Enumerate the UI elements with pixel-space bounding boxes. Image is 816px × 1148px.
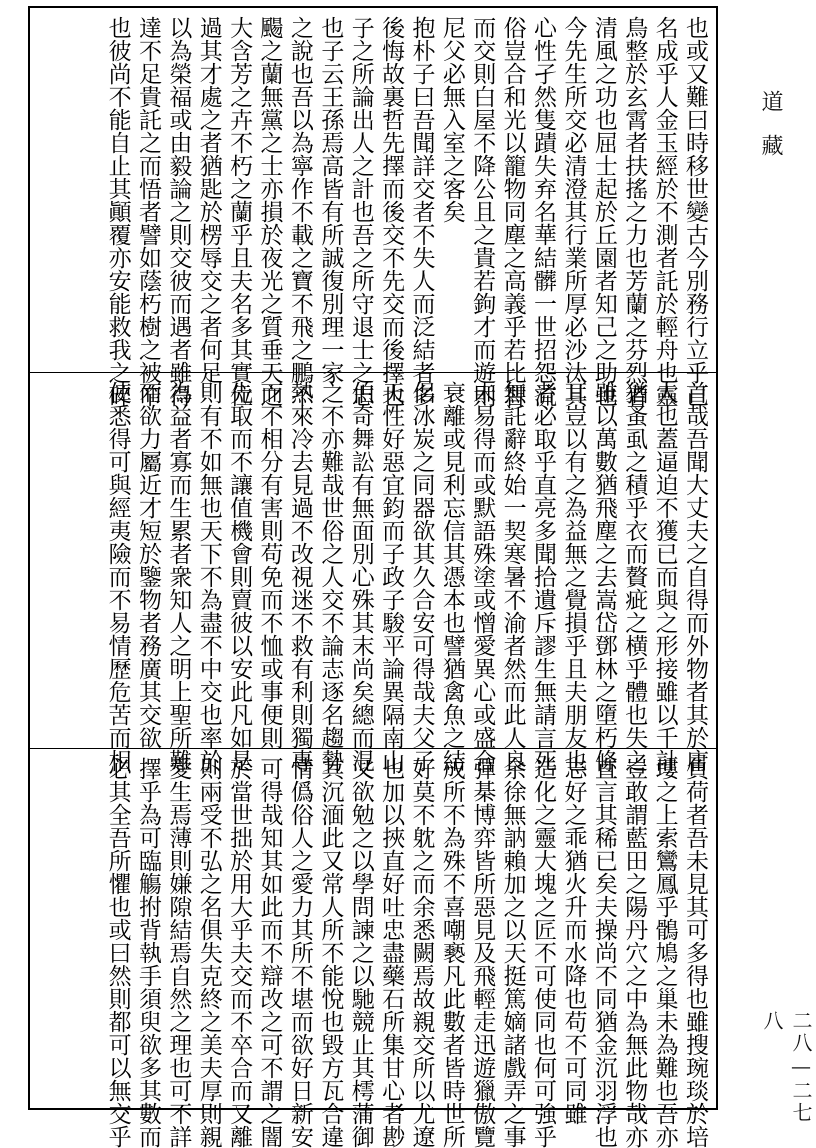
text-column: 衰離或見利忘信其憑本也譬猶禽魚之結 [438,381,465,772]
text-column: 颺之蘭無黨之士亦損於夜光之質垂天之 [256,16,283,407]
text-column: 好莫不躭之而余悉闕焉故親交所以尤遼 [408,757,435,1148]
text-column: 於當世拙於用大乎夫交而不卒合而又離 [226,757,253,1148]
text-column: 豈敢謂藍田之陽丹穴之中為無此物哉亦 [621,757,648,1148]
text-column: 余徐無訥賴加之以天挺篤嫡諸戲弄之事 [499,757,526,1148]
text-column: 抱朴子曰吾聞詳交者不失人而泛結者多 [408,16,435,407]
column-group [98,381,708,772]
text-column: 也或又難曰時移世變古今別務行立乎己 [682,16,708,407]
text-column: 俗豈合和光以籠物同塵之高義乎若比智 [499,16,526,407]
text-column: 首哉吾聞大丈夫之自得而外物者其於庸 [682,381,708,772]
text-column: 也彼尚不能自止其顚覆亦安能救我之碎 [104,16,131,407]
text-column: 雖以萬數猶飛塵之去嵩岱鄧林之墮朽條 [590,381,617,772]
text-column: 其沉湎此又常人所不能悅也毀方瓦合違 [317,757,344,1148]
text-column: 負荷者吾未見其可多得也雖搜琬琰於培 [682,757,708,1148]
text-column: 也加以挾直好吐忠盡藥石所集甘心者尠 [378,757,405,1148]
text-column: 尼父必無入室之客矣 [438,16,465,223]
text-column: 者必取乎直亮多聞拾遺斥謬生無請言死 [530,381,557,772]
text-column: 後悔故裏哲先擇而後交不先交而後擇也 [378,16,405,407]
text-column: 鳥整於玄霄者扶搖之力也芳蘭之芬烈者 [621,16,648,407]
text-column: 心性孑然隻蹟失弃名華結髒一世招怨流 [530,16,557,407]
text-column: 愛生焉薄則嫌隙結焉自然之理也可不詳 [165,757,192,1148]
text-column: 子之所論出人之計也吾之所守退士之志 [347,16,374,407]
text-column: 成所不為殊不喜嘲褻凡此數者皆時世所 [438,757,465,1148]
text-column: 未易得而或默語殊塗或憎愛異心或盛合 [469,381,496,772]
text-column: 而欲力屬近才短於鑒物者務廣其交欲 [134,381,161,749]
text-column: 耳豈以有之為益無之覺損乎且夫朋友也 [560,381,587,772]
text-column: 名成乎人金玉經於不測者託於輕舟也靈 [651,16,678,407]
text-panel-top [30,8,716,407]
text-column: 猶蚤虱之積乎衣而贅疵之横乎體也失之 [621,381,648,772]
text-column: 又欲勉之以學問諫之以馳競止其樗蒲御 [347,757,374,1148]
text-column: 達不足貴託之而悟者譬如蔭朽樹之被笮 [134,16,161,407]
text-column: 而不相分有害則苟免而不恤或事便則 [256,381,283,749]
text-column: 而交則白屋不降公且之貴若鉤才而遊則 [469,16,496,407]
text-column: 造化之靈大塊之匠不可使同也何可強乎 [530,757,557,1148]
text-column: 可得哉知其如此而不辯改之可不謂之闇 [256,757,283,1148]
text-column: 以為榮福或由毅論之則交彼而遇者雖得 [165,16,192,407]
text-column: 直言其稀已矣夫操尚不同猶金沉羽浮也 [590,757,617,1148]
text-column: 侶冰炭之同器欲其久合安可得哉夫父子 [408,381,435,772]
text-column: 熱來冷去見過不改視迷不救有利則獨專 [286,381,313,772]
text-column: 天性好惡宜鈞而子政子駿平論異隔南山 [378,381,405,772]
text-panel-middle [30,372,716,772]
text-panel-bottom [30,748,716,1148]
text-column: 彈棊博弈皆所惡見及飛輕走迅遊獵傲覽 [469,757,496,1148]
text-column: 為益者寡而生累者衆知人之明上聖所難 [165,381,192,772]
text-column: 過其才處之者猶匙於楞辱交之者何足 [195,16,222,384]
text-column: 擇乎為可臨觴拊背執手須臾欲多其數而 [134,757,161,1148]
text-column: 塿之上索鸞鳳乎鶻鳩之巢未為難也吾亦 [651,757,678,1148]
text-column: 無託辭終始一契寒暑不渝者然而此人良 [499,381,526,772]
text-column: 志好之乖猶火升而水降也苟不可同雖 [560,757,587,1125]
text-column: 清風之功也屈士起於丘園者知己之助也 [590,16,617,407]
column-group [98,16,708,407]
text-column: 先取而不讓值機會則賣彼以安此凡如是 [226,381,253,772]
column-group [98,757,708,1148]
text-column: 使悉得可與經夷險而不易情歷危苦而相 [104,381,131,772]
page-frame [28,6,718,1148]
text-column: 必其全吾所懼也或曰然則都可以無交乎 [104,757,131,1148]
margin-title: 道藏 [758,90,783,178]
text-column: 之不亦難哉世俗之人交不論志逐名趨勢 [317,381,344,772]
text-column: 伯奇舞訟有無面別心殊其末尚矣總而混 [347,381,374,772]
text-column: 情僞俗人之愛力其所不堪而欲好日新安 [286,757,313,1148]
page-number: 二八—二七八 [760,1010,813,1124]
text-column: 則有不如無也天下不為盡不中交也率於 [195,381,222,772]
text-column: 大含芳之卉不朽之蘭乎且夫名多其實位 [226,16,253,407]
text-column: 今先生所交必清澄其行業所厚必沙汰其 [560,16,587,407]
text-column: 也子云王孫焉高皆有所誠復別理一家 [317,16,344,384]
text-column: 則兩受不弘之名俱失克終之美夫厚則親 [195,757,222,1148]
text-column: 之說也吾以為寧作不載之寶不飛之鵬不 [286,16,313,407]
text-column: 人也蓋逼迫不獲已而與之形接雖以千計 [651,381,678,772]
